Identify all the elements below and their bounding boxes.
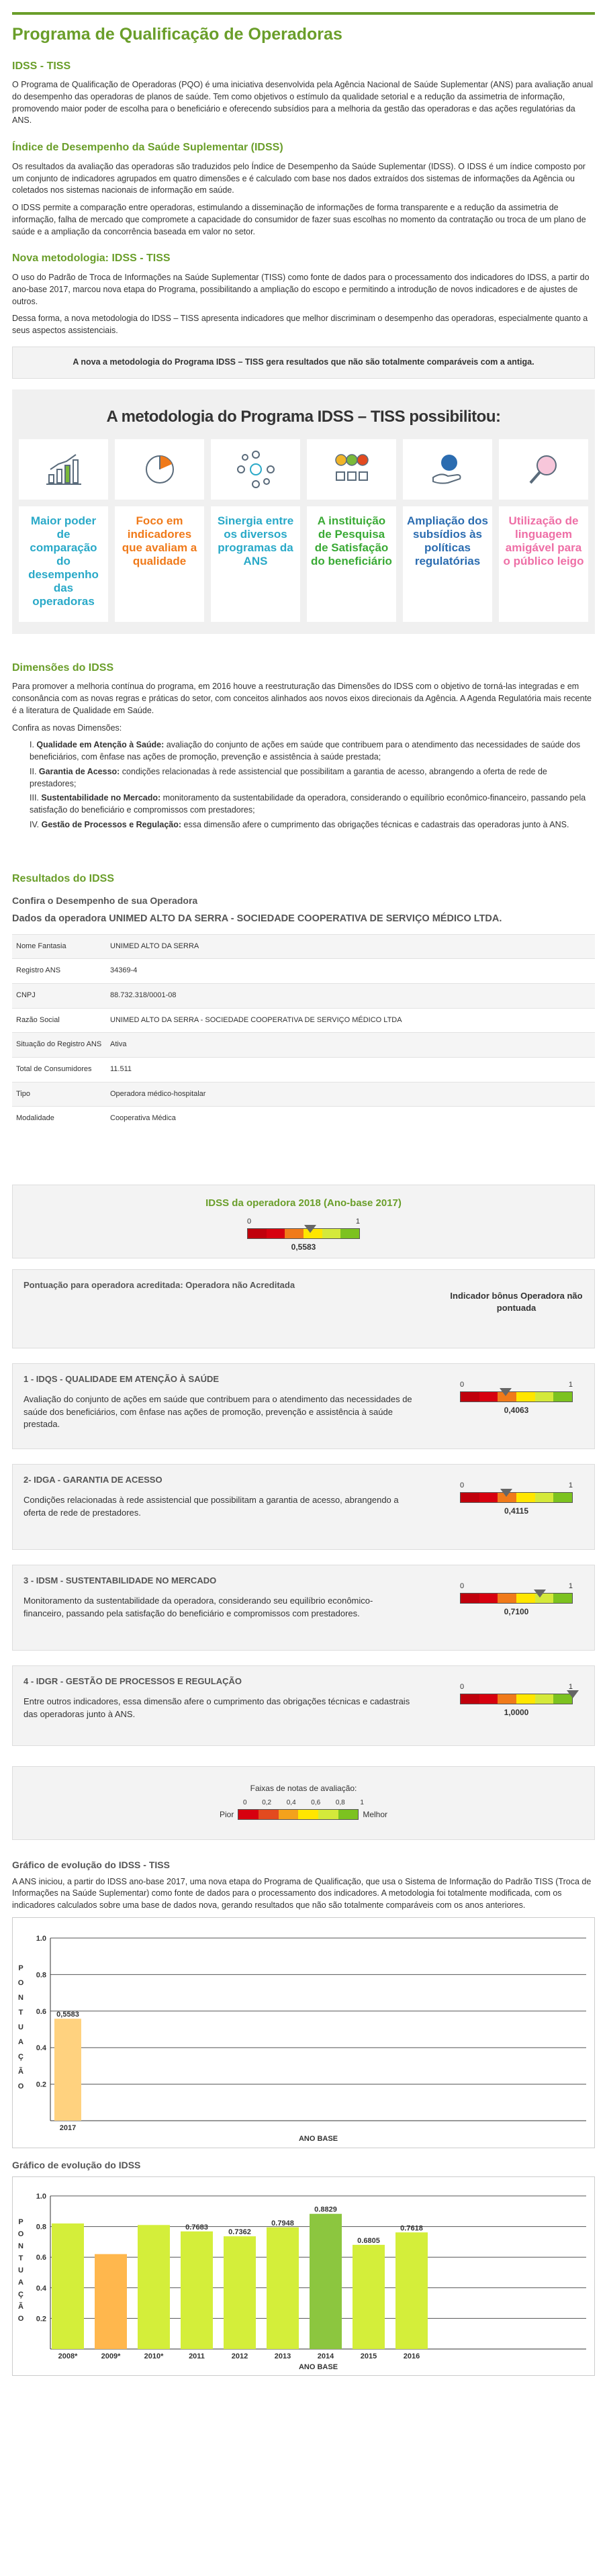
dimension-result-desc: Monitoramento da sustentabilidade da operadora, considerando seu equilíbrio econômico-financeiro, passando pela satisfação do beneficiário e compromissos com prestadores.	[24, 1596, 373, 1618]
bar	[310, 2213, 342, 2348]
dimensoes-heading: Dimensões do IDSS	[12, 661, 114, 674]
gauge-pointer-icon	[304, 1225, 316, 1233]
table-cell-label: Nome Fantasia	[12, 934, 106, 959]
gauge-segment	[516, 1392, 535, 1401]
gauge-scale	[460, 1481, 573, 1490]
dimensoes-list	[30, 739, 595, 831]
y-axis-label-letter: N	[18, 2242, 24, 2250]
bonus-indicator: Indicador bônus Operadora não pontuada	[450, 1290, 583, 1314]
y-axis-label-letter: N	[18, 1993, 24, 2002]
faixas-legend-box	[12, 1766, 595, 1840]
gauge-color-bar	[460, 1694, 573, 1704]
bar-value-label: 0.7948	[271, 2219, 294, 2227]
gauge-value: 1,0000	[504, 1707, 529, 1717]
table-cell-value: 11.511	[106, 1057, 595, 1082]
gauge-min-label: 0	[460, 1481, 465, 1489]
gauge-segment	[461, 1392, 479, 1401]
metodologia-card-text: Ampliação dos subsídios às políticas regulatórias	[403, 506, 492, 622]
nova-paragraph-1: O uso do Padrão de Troca de Informações na Saúde Suplementar (TISS) como fonte de dados para o processamento dos indicadores do IDSS, a partir do ano-base 2017, marcou nova etapa do Programa, possibilitando a ampliação do escopo e permitindo a introdução de novos indicadores e de ajustes de outros.	[12, 273, 590, 306]
faixa-segment	[338, 1810, 359, 1819]
x-tick-label: 2009*	[101, 2352, 121, 2360]
dimension-result-title: 3 - IDSM - SUSTENTABILIDADE NO MERCADO	[24, 1575, 217, 1585]
gauge-max-label: 1	[568, 1682, 573, 1691]
dimensao-desc: essa dimensão afere o cumprimento das obrigações técnicas e cadastrais das operadoras junto à ANS.	[181, 819, 569, 829]
y-axis-label-letter: P	[18, 1964, 24, 1972]
y-tick-label: 0.6	[36, 2007, 46, 2016]
grafico1-description: A ANS iniciou, a partir do IDSS ano-base 2017, uma nova etapa do Programa de Qualificação, que usa o Sistema de Informação do Padrão TISS (Troca de Informações na Saúde Suplementar) como fonte de dados para o processamento dos indicadores. A metodologia foi totalmente modificada, com os indicadores calculados sobre uma base de dados nova, gerando resultados que não são totalmente comparáveis com os anos anteriores.	[12, 1876, 592, 1911]
gauge-segment	[535, 1392, 554, 1401]
faixa-tick: 0	[243, 1798, 247, 1806]
magnifier-icon	[499, 439, 588, 500]
bar-value-label: 0,5583	[56, 2011, 79, 2019]
metodologia-card-text: Sinergia entre os diversos programas da ANS	[211, 506, 300, 622]
y-axis-label-letter: T	[18, 2254, 24, 2262]
y-axis-label-letter: Ç	[18, 2290, 24, 2299]
dimension-gauge	[460, 1682, 573, 1718]
gauge-color-bar	[460, 1593, 573, 1604]
operadora-heading: Dados da operadora UNIMED ALTO DA SERRA - SOCIEDADE COOPERATIVA DE SERVIÇO MÉDICO LTDA.	[12, 913, 502, 925]
idss-tiss-paragraph: O Programa de Qualificação de Operadoras (PQO) é uma iniciativa desenvolvida pela Agência Nacional de Saúde Suplementar (ANS) para avaliação anual do desempenho das operadoras de planos de saúde. Tem como objetivos o estímulo da qualidade setorial e a redução da assimetria de informação, promovendo maior poder de escolha para o beneficiário e oferecendo subsídios para a melhoria da gestão das operadoras e das ações regulatórias da ANS.	[12, 80, 594, 126]
faixa-segment	[279, 1810, 299, 1819]
gauge-segment	[479, 1493, 498, 1502]
dimension-result-text	[24, 1474, 413, 1519]
indice-heading: Índice de Desempenho da Saúde Suplementar (IDSS)	[12, 142, 283, 154]
table-cell-label: Total de Consumidores	[12, 1057, 106, 1082]
bar-value-label: 0.7362	[228, 2227, 251, 2236]
table-row	[12, 959, 595, 984]
gauge-min-label: 0	[460, 1682, 465, 1691]
nova-metodologia-heading: Nova metodologia: IDSS - TISS	[12, 252, 171, 265]
dimensao-num: II.	[30, 766, 39, 776]
gauge-segment	[285, 1229, 304, 1238]
dimensao-name: Qualidade em Atenção à Saúde:	[36, 740, 165, 750]
table-cell-label: Razão Social	[12, 1008, 106, 1033]
gauge-segment	[516, 1694, 535, 1704]
gauge-color-bar	[460, 1492, 573, 1503]
acreditacao-label: Pontuação para operadora acreditada: Operadora não Acreditada	[24, 1279, 295, 1290]
dimensao-desc: avaliação do conjunto de ações em saúde que contribuem para o atendimento das necessidades de saúde dos beneficiários, com ênfase nas ações de promoção, prevenção e assistência à saúde prestada;	[30, 740, 581, 762]
dimension-result-text	[24, 1575, 413, 1620]
dimension-result-box	[12, 1363, 595, 1449]
table-cell-value: Operadora médico-hospitalar	[106, 1082, 595, 1107]
y-axis-label-letter: A	[18, 2037, 24, 2046]
dimension-result-title: 1 - IDQS - QUALIDADE EM ATENÇÃO À SAÚDE	[24, 1373, 220, 1384]
dimensao-num: I.	[30, 740, 37, 750]
comparability-notice: A nova a metodologia do Programa IDSS – TISS gera resultados que não são totalmente comparáveis com a antiga.	[12, 347, 595, 379]
dimensoes-intro: Confira as novas Dimensões:	[12, 723, 122, 733]
idss-tiss-evolution-chart	[13, 1918, 594, 2144]
bar	[181, 2231, 213, 2348]
dimensao-desc: condições relacionadas à rede assistencial que possibilitam a garantia de acesso, abrangendo a oferta de rede de prestadores;	[30, 766, 547, 788]
gauge-segment	[461, 1594, 479, 1603]
bar-value-label: 0.8829	[314, 2205, 337, 2214]
y-axis-label-letter: Ç	[18, 2052, 24, 2061]
faixa-segment	[238, 1810, 259, 1819]
bar-value-label: 0.6805	[357, 2236, 380, 2245]
faixa-tick: 0,2	[262, 1798, 272, 1806]
gauge-value: 0,5583	[291, 1242, 316, 1252]
table-cell-label: Tipo	[12, 1082, 106, 1107]
table-row	[12, 934, 595, 959]
faixas-melhor-label: Melhor	[363, 1809, 388, 1819]
dimensao-num: IV.	[30, 819, 42, 829]
bar	[353, 2244, 385, 2348]
gauge-pointer-icon	[567, 1690, 579, 1698]
gauge-max-label: 1	[568, 1581, 573, 1590]
dimensoes-paragraph: Para promover a melhoria contínua do programa, em 2016 houve a reestruturação das Dimensões do IDSS com o objetivo de torná-las integradas e em consonância com as novas regras e práticas do setor, com conceitos alinhados aos novos eixos direcionais da Agência. A Agenda Regulatória mais recente é a literatura de Qualidade em Saúde.	[12, 682, 592, 715]
nova-paragraph-2: Dessa forma, a nova metodologia do IDSS – TISS apresenta indicadores que melhor discriminam o desempenho das operadoras, especialmente quanto a seus aspectos assistenciais.	[12, 314, 588, 336]
y-tick-label: 1.0	[36, 2192, 46, 2201]
hand-globe-icon	[403, 439, 492, 500]
gauge-segment	[479, 1694, 498, 1704]
faixa-tick: 0,8	[335, 1798, 345, 1806]
y-tick-label: 0.6	[36, 2253, 46, 2262]
dimension-result-box	[12, 1464, 595, 1550]
idss-tiss-chart-container	[12, 1917, 595, 2148]
dimension-result-gauge-wrap	[449, 1474, 583, 1518]
y-axis-label-letter: O	[17, 2314, 24, 2323]
x-tick-label: 2010*	[144, 2352, 164, 2360]
page-title: Programa de Qualificação de Operadoras	[12, 25, 342, 44]
bar	[52, 2223, 84, 2349]
dimension-result-gauge-wrap	[449, 1575, 583, 1618]
dimension-result-desc: Avaliação do conjunto de ações em saúde que contribuem para o atendimento das necessidades de saúde dos beneficiários, com ênfase nas ações de promoção, prevenção e assistência à saúde prestada.	[24, 1394, 412, 1430]
dimensao-item	[30, 766, 595, 790]
y-tick-label: 0.8	[36, 2223, 46, 2232]
indice-paragraph-2: O IDSS permite a comparação entre operadoras, estimulando a disseminação de informações de forma transparente e a redução da assimetria de informação, falha de mercado que compromete a capacidade do consumidor de fazer suas escolhas no momento da contratação ou troca de um plano de saúde e a ampliação da concorrência baseada em valor no setor.	[12, 203, 586, 236]
faixas-row	[220, 1809, 387, 1821]
table-row	[12, 1082, 595, 1107]
x-tick-label: 2013	[274, 2352, 291, 2360]
table-cell-label: Registro ANS	[12, 959, 106, 984]
pie-chart-icon	[115, 439, 204, 500]
dimension-result-box	[12, 1565, 595, 1651]
dimension-result-desc: Entre outros indicadores, essa dimensão afere o cumprimento das obrigações técnicas e cadastrais das operadoras junto à ANS.	[24, 1696, 410, 1719]
indice-paragraph-1: Os resultados da avaliação das operadoras são traduzidos pelo Índice de Desempenho da Saúde Suplementar (IDSS). O IDSS é um índice composto por um conjunto de indicadores agrupados em quatro dimensões e é calculado com base nos dados extraídos dos sistemas de informações da Agência ou coletados nos sistemas nacionais de informação em saúde.	[12, 161, 586, 195]
gauge-segment	[479, 1392, 498, 1401]
gauge-segment	[498, 1694, 516, 1704]
y-axis-label-letter: P	[18, 2217, 24, 2226]
x-tick-label: 2011	[189, 2352, 205, 2360]
faixa-tick: 0,6	[311, 1798, 321, 1806]
faixa-segment	[298, 1810, 318, 1819]
y-tick-label: 0.2	[36, 2314, 46, 2323]
y-axis-label-letter: O	[17, 1978, 24, 1987]
gauge-pointer-icon	[500, 1388, 512, 1396]
acreditacao-box	[12, 1269, 595, 1348]
dimension-result-text	[24, 1675, 413, 1720]
bar-chart-icon	[19, 439, 108, 500]
resultados-heading: Resultados do IDSS	[12, 872, 115, 884]
y-axis-label-letter: O	[17, 2082, 24, 2090]
idss-tiss-heading: IDSS - TISS	[12, 60, 71, 72]
table-cell-label: Modalidade	[12, 1107, 106, 1131]
table-row	[12, 1107, 595, 1131]
y-axis-label-letter: O	[17, 2229, 24, 2238]
bar	[224, 2236, 256, 2349]
bar	[95, 2254, 127, 2348]
bar-value-label: 0.7618	[400, 2223, 423, 2232]
idss-chart-container	[12, 2176, 595, 2377]
dimension-gauge	[460, 1581, 573, 1618]
gauge-segment	[267, 1229, 285, 1238]
gauge-segment	[553, 1493, 572, 1502]
table-cell-value: 34369-4	[106, 959, 595, 984]
metodologia-card-text: Foco em indicadores que avaliam a qualidade	[115, 506, 204, 622]
dimension-result-title: 4 - IDGR - GESTÃO DE PROCESSOS E REGULAÇÃO	[24, 1675, 242, 1686]
metodologia-card	[211, 439, 300, 622]
x-tick-label: 2016	[403, 2352, 420, 2360]
gauge-value: 0,4063	[504, 1405, 529, 1415]
dimension-result-box	[12, 1665, 595, 1746]
resultados-subheading: Confira o Desempenho de sua Operadora	[12, 895, 198, 907]
dimension-gauge	[460, 1481, 573, 1517]
idss-score-title: IDSS da operadora 2018 (Ano-base 2017)	[205, 1197, 402, 1209]
dimensao-item	[30, 819, 595, 831]
grafico2-heading: Gráfico de evolução do IDSS	[12, 2159, 141, 2170]
bar-value-label: 0.7683	[185, 2223, 208, 2232]
metodologia-card	[307, 439, 396, 622]
faixa-tick: 1	[360, 1798, 364, 1806]
gauge-segment	[535, 1493, 554, 1502]
x-tick-label: 2008*	[58, 2352, 78, 2360]
metodologia-card	[19, 439, 108, 622]
bar	[138, 2225, 170, 2349]
dimensao-name: Garantia de Acesso:	[38, 766, 120, 776]
table-row	[12, 1008, 595, 1033]
metodologia-infographic	[12, 389, 595, 634]
faixas-pior-label: Pior	[219, 1809, 234, 1819]
y-tick-label: 1.0	[36, 1934, 46, 1943]
dimension-gauge	[460, 1380, 573, 1416]
gauge-segment	[322, 1229, 341, 1238]
dimensao-num: III.	[30, 793, 42, 803]
x-tick-label: 2015	[360, 2352, 377, 2360]
metodologia-card	[403, 439, 492, 622]
y-axis-label-letter: U	[18, 2266, 24, 2274]
x-tick-label: 2014	[317, 2352, 334, 2360]
table-cell-label: CNPJ	[12, 984, 106, 1009]
gauge-segment	[516, 1493, 535, 1502]
x-tick-label: 2017	[59, 2123, 77, 2132]
idss-score-box	[12, 1185, 595, 1258]
gauge-value: 0,7100	[504, 1606, 529, 1616]
table-cell-label: Situação do Registro ANS	[12, 1033, 106, 1058]
gauge-scale	[460, 1581, 573, 1591]
gauge-segment	[498, 1594, 516, 1603]
table-row	[12, 984, 595, 1009]
table-cell-value: Cooperativa Médica	[106, 1107, 595, 1131]
metodologia-title: A metodologia do Programa IDSS – TISS possibilitou:	[106, 407, 501, 426]
dimension-results	[12, 1363, 595, 1746]
dimension-result-title: 2- IDGA - GARANTIA DE ACESSO	[24, 1474, 162, 1485]
gauge-min-label: 0	[460, 1581, 465, 1590]
faixa-segment	[259, 1810, 279, 1819]
faixas-title: Faixas de notas de avaliação:	[250, 1783, 357, 1793]
gauge-min-label: 0	[247, 1217, 252, 1226]
bar	[267, 2227, 299, 2348]
y-axis-label-letter: Ã	[18, 2067, 24, 2076]
y-tick-label: 0.4	[36, 2284, 46, 2293]
gauge-segment	[461, 1694, 479, 1704]
table-cell-value: Ativa	[106, 1033, 595, 1058]
gauge-scale	[460, 1380, 573, 1389]
gauge-segment	[479, 1594, 498, 1603]
metodologia-card-text: A instituição de Pesquisa de Satisfação do beneficiário	[307, 506, 396, 622]
page	[0, 12, 607, 2407]
y-axis-label-letter: A	[18, 2278, 24, 2287]
table-cell-value: UNIMED ALTO DA SERRA - SOCIEDADE COOPERATIVA DE SERVIÇO MÉDICO LTDA	[106, 1008, 595, 1033]
y-axis-label-letter: Ã	[18, 2302, 24, 2311]
metodologia-card	[499, 439, 588, 622]
table-cell-value: UNIMED ALTO DA SERRA	[106, 934, 595, 959]
satisfaction-icon	[307, 439, 396, 500]
dimension-result-text	[24, 1373, 413, 1431]
gauge-max-label: 1	[568, 1380, 573, 1389]
gauge-pointer-icon	[534, 1590, 546, 1598]
x-axis-label: ANO BASE	[298, 2362, 338, 2371]
idss-evolution-chart	[13, 2177, 594, 2372]
gauge-color-bar	[460, 1391, 573, 1402]
table-row	[12, 1033, 595, 1058]
dimensao-item	[30, 792, 595, 817]
dimension-result-desc: Condições relacionadas à rede assistencial que possibilitam a garantia de acesso, abrangendo a oferta de rede de prestadores.	[24, 1495, 399, 1518]
faixa-segment	[318, 1810, 338, 1819]
table-row	[12, 1057, 595, 1082]
metodologia-cards	[19, 439, 588, 622]
gauge-max-label: 1	[355, 1217, 360, 1226]
gauge-pointer-icon	[500, 1489, 512, 1497]
y-tick-label: 0.8	[36, 1971, 46, 1980]
dimension-result-gauge-wrap	[449, 1675, 583, 1719]
gauge-segment	[553, 1392, 572, 1401]
gauge-segment	[461, 1493, 479, 1502]
table-cell-value: 88.732.318/0001-08	[106, 984, 595, 1009]
x-axis-label: ANO BASE	[298, 2134, 338, 2143]
bar	[54, 2019, 81, 2121]
dimensao-item	[30, 739, 595, 764]
dimensao-desc: monitoramento da sustentabilidade da operadora, considerando o equilíbrio econômico-financeiro, passando pela satisfação do beneficiário e compromissos com prestadores;	[30, 793, 586, 815]
grafico1-heading: Gráfico de evolução do IDSS - TISS	[12, 1859, 170, 1870]
y-axis-label-letter: U	[18, 2023, 24, 2031]
y-tick-label: 0.2	[36, 2080, 46, 2089]
metodologia-card	[115, 439, 204, 622]
metodologia-card-text: Maior poder de comparação do desempenho das operadoras	[19, 506, 108, 622]
dimension-result-gauge-wrap	[449, 1373, 583, 1417]
gauge-segment	[535, 1694, 554, 1704]
gauge-scale	[460, 1682, 573, 1692]
dimensao-name: Gestão de Processos e Regulação:	[41, 819, 182, 829]
network-icon	[211, 439, 300, 500]
gauge-segment	[340, 1229, 359, 1238]
metodologia-card-text: Utilização de linguagem amigável para o público leigo	[499, 506, 588, 622]
faixas-ticks	[243, 1798, 364, 1808]
gauge-value: 0,4115	[504, 1506, 529, 1516]
gauge-min-label: 0	[460, 1380, 465, 1389]
gauge-segment	[553, 1594, 572, 1603]
y-axis-label-letter: T	[18, 2008, 24, 2017]
dimensao-name: Sustentabilidade no Mercado:	[41, 793, 161, 803]
operadora-info-table	[12, 934, 595, 1131]
x-tick-label: 2012	[231, 2352, 248, 2360]
gauge-max-label: 1	[568, 1481, 573, 1489]
idss-gauge	[247, 1217, 360, 1253]
faixa-tick: 0,4	[286, 1798, 296, 1806]
y-tick-label: 0.4	[36, 2044, 46, 2053]
bar	[395, 2232, 428, 2349]
gauge-segment	[248, 1229, 267, 1238]
top-accent-bar	[12, 12, 595, 15]
faixas-color-bar	[238, 1809, 359, 1820]
gauge-segment	[516, 1594, 535, 1603]
